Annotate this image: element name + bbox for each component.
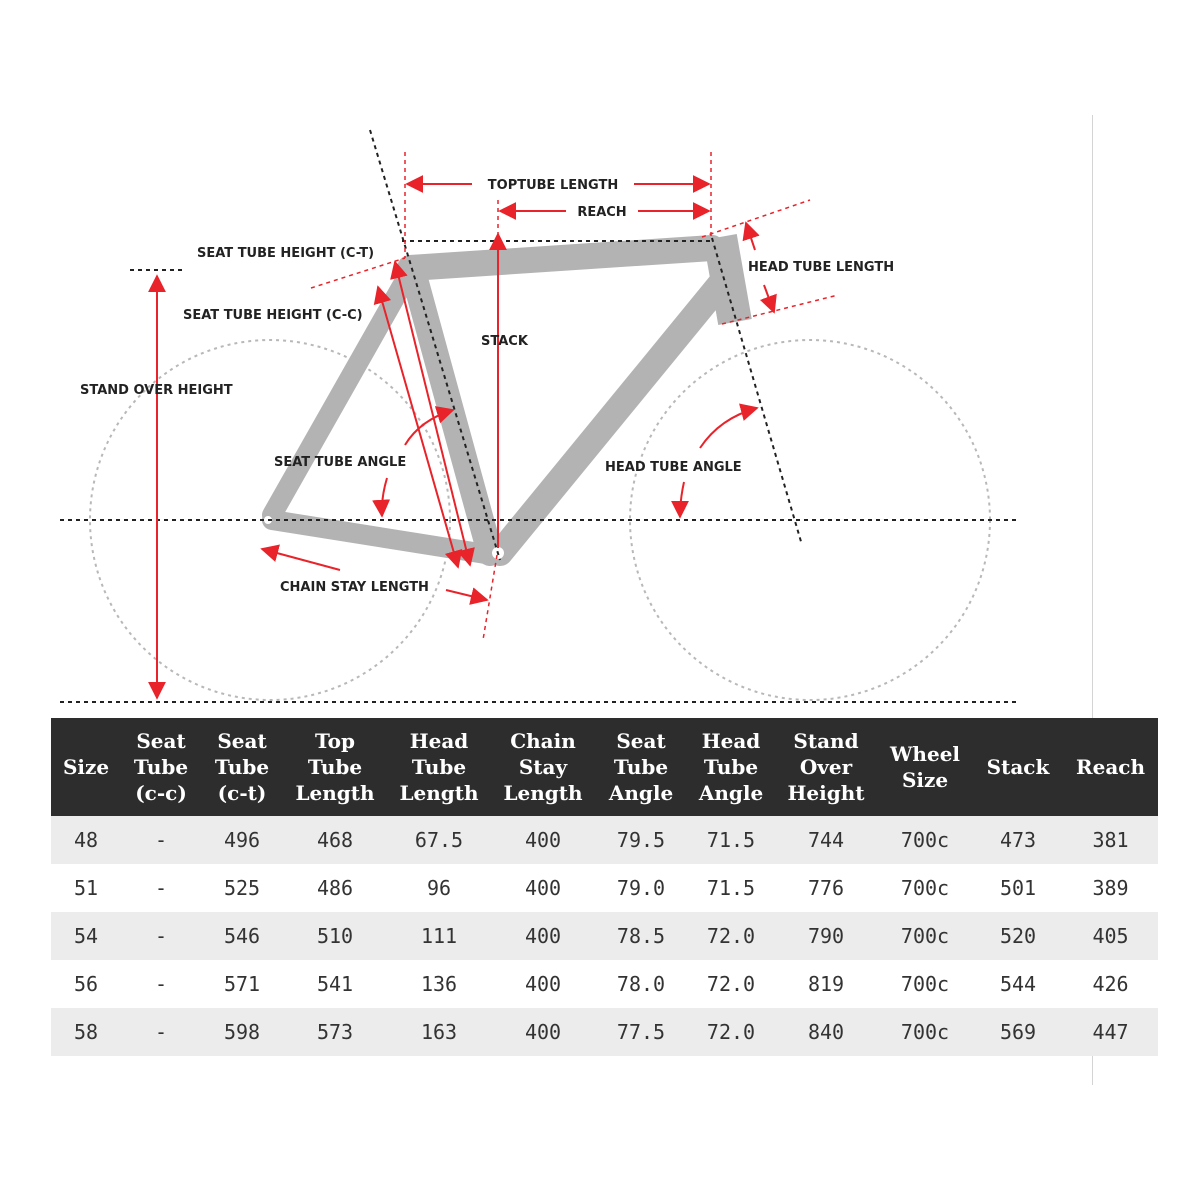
column-header-line: Size xyxy=(901,768,949,792)
column-header-line: Reach xyxy=(1075,755,1146,779)
label-toptube-length: TOPTUBE LENGTH xyxy=(487,178,619,193)
table-cell: 468 xyxy=(283,816,387,864)
label-stand-over-height: STAND OVER HEIGHT xyxy=(80,383,233,398)
table-cell: 571 xyxy=(201,960,283,1008)
column-header xyxy=(387,718,491,816)
head-tube-length-arrow-top xyxy=(746,223,755,250)
table-cell: 546 xyxy=(201,912,283,960)
table-body xyxy=(51,816,1158,1056)
table-cell: 520 xyxy=(973,912,1063,960)
column-header-line: Size xyxy=(62,755,110,779)
table-cell: 400 xyxy=(491,912,595,960)
label-head-tube-length: HEAD TUBE LENGTH xyxy=(748,260,895,275)
table-cell: 700c xyxy=(877,816,973,864)
column-header-line: Head xyxy=(409,729,469,753)
column-header-line: Head xyxy=(701,729,761,753)
column-header-line: Tube xyxy=(613,755,669,779)
column-header-line: Stand xyxy=(793,729,859,753)
table-cell: 72.0 xyxy=(687,912,775,960)
table-cell: 72.0 xyxy=(687,960,775,1008)
table-cell: 56 xyxy=(51,960,121,1008)
table-row xyxy=(51,960,1158,1008)
table-cell: 54 xyxy=(51,912,121,960)
table-cell: 700c xyxy=(877,960,973,1008)
table-cell: 819 xyxy=(775,960,877,1008)
seat-tube-angle-arc-lower xyxy=(382,478,387,516)
chain-stay xyxy=(272,520,492,555)
down-tube xyxy=(500,282,722,553)
table-cell: 569 xyxy=(973,1008,1063,1056)
table-cell: 400 xyxy=(491,1008,595,1056)
column-header-line: Tube xyxy=(703,755,759,779)
table-cell: 58 xyxy=(51,1008,121,1056)
table-cell: 496 xyxy=(201,816,283,864)
column-header xyxy=(121,718,201,816)
table-cell: 776 xyxy=(775,864,877,912)
table-cell: 700c xyxy=(877,1008,973,1056)
top-tube xyxy=(410,248,712,268)
table-cell: 400 xyxy=(491,864,595,912)
table-row xyxy=(51,816,1158,864)
table-cell: - xyxy=(121,864,201,912)
head-tube-angle-arc-lower xyxy=(680,482,684,517)
label-seat-tube-height-ct: SEAT TUBE HEIGHT (C-T) xyxy=(197,246,375,261)
table-cell: 447 xyxy=(1063,1008,1158,1056)
column-header-line: Length xyxy=(295,781,375,805)
table-cell: 79.0 xyxy=(595,864,687,912)
table-cell: - xyxy=(121,912,201,960)
column-header xyxy=(491,718,595,816)
column-header-line: Height xyxy=(787,781,865,805)
column-header-line: Angle xyxy=(698,781,764,805)
table-cell: 700c xyxy=(877,864,973,912)
table-cell: 405 xyxy=(1063,912,1158,960)
label-stack: STACK xyxy=(481,334,528,349)
table-cell: 96 xyxy=(387,864,491,912)
column-header-line: Length xyxy=(503,781,583,805)
column-header-line: Stay xyxy=(518,755,568,779)
table-cell: 840 xyxy=(775,1008,877,1056)
column-header-line: Chain xyxy=(510,729,576,753)
table-cell: 77.5 xyxy=(595,1008,687,1056)
table-cell: 501 xyxy=(973,864,1063,912)
column-header xyxy=(973,718,1063,816)
table-cell: 78.5 xyxy=(595,912,687,960)
table-cell: 400 xyxy=(491,816,595,864)
bike-frame xyxy=(272,237,735,555)
table-cell: 541 xyxy=(283,960,387,1008)
table-header xyxy=(51,718,1158,816)
chain-stay-arrow-left xyxy=(262,549,340,570)
table-cell: 72.0 xyxy=(687,1008,775,1056)
column-header-line: Tube xyxy=(307,755,363,779)
table-cell: - xyxy=(121,816,201,864)
table-cell: 744 xyxy=(775,816,877,864)
table-cell: 48 xyxy=(51,816,121,864)
column-header-line: Seat xyxy=(616,729,666,753)
column-header-line: Tube xyxy=(411,755,467,779)
table-cell: 71.5 xyxy=(687,816,775,864)
table-row xyxy=(51,1008,1158,1056)
table-cell: 486 xyxy=(283,864,387,912)
column-header xyxy=(201,718,283,816)
column-header xyxy=(775,718,877,816)
column-header xyxy=(687,718,775,816)
table-cell: - xyxy=(121,960,201,1008)
table-cell: 544 xyxy=(973,960,1063,1008)
table-cell: 71.5 xyxy=(687,864,775,912)
table-cell: 67.5 xyxy=(387,816,491,864)
column-header-line: (c-t) xyxy=(217,781,267,805)
table-cell: 400 xyxy=(491,960,595,1008)
column-header xyxy=(877,718,973,816)
column-header-line: Tube xyxy=(214,755,270,779)
column-header-line: Seat xyxy=(136,729,186,753)
table-cell: 136 xyxy=(387,960,491,1008)
table-cell: 389 xyxy=(1063,864,1158,912)
table-cell: 426 xyxy=(1063,960,1158,1008)
column-header-line: (c-c) xyxy=(135,781,187,805)
column-header xyxy=(283,718,387,816)
table-cell: 51 xyxy=(51,864,121,912)
label-head-tube-angle: HEAD TUBE ANGLE xyxy=(605,460,742,475)
table-cell: 163 xyxy=(387,1008,491,1056)
table-row xyxy=(51,912,1158,960)
table-cell: 79.5 xyxy=(595,816,687,864)
table-cell: 525 xyxy=(201,864,283,912)
head-tube-length-arrow-bottom xyxy=(764,285,774,312)
geometry-table xyxy=(51,718,1158,1056)
chain-stay-arrow-right xyxy=(446,590,487,600)
table-cell: 790 xyxy=(775,912,877,960)
extension-lines xyxy=(311,152,838,640)
header-row xyxy=(51,718,1158,816)
label-seat-tube-height-cc: SEAT TUBE HEIGHT (C-C) xyxy=(183,308,363,323)
table-cell: - xyxy=(121,1008,201,1056)
table-cell: 598 xyxy=(201,1008,283,1056)
column-header-line: Tube xyxy=(133,755,189,779)
table-cell: 111 xyxy=(387,912,491,960)
label-chain-stay-length: CHAIN STAY LENGTH xyxy=(280,580,429,595)
reference-lines xyxy=(60,130,1020,702)
table-cell: 78.0 xyxy=(595,960,687,1008)
column-header xyxy=(595,718,687,816)
column-header-line: Seat xyxy=(217,729,267,753)
table-row xyxy=(51,864,1158,912)
table-cell: 700c xyxy=(877,912,973,960)
column-header-line: Stack xyxy=(986,755,1050,779)
column-header xyxy=(51,718,121,816)
column-header-line: Over xyxy=(799,755,853,779)
table-cell: 381 xyxy=(1063,816,1158,864)
head-tube-angle-arc-upper xyxy=(700,408,757,448)
table-cell: 473 xyxy=(973,816,1063,864)
column-header-line: Angle xyxy=(608,781,674,805)
table-cell: 573 xyxy=(283,1008,387,1056)
column-header-line: Length xyxy=(399,781,479,805)
label-reach: REACH xyxy=(577,205,627,220)
column-header-line: Top xyxy=(315,729,355,753)
column-header-line: Wheel xyxy=(889,742,961,766)
column-header xyxy=(1063,718,1158,816)
table-cell: 510 xyxy=(283,912,387,960)
label-seat-tube-angle: SEAT TUBE ANGLE xyxy=(274,455,407,470)
